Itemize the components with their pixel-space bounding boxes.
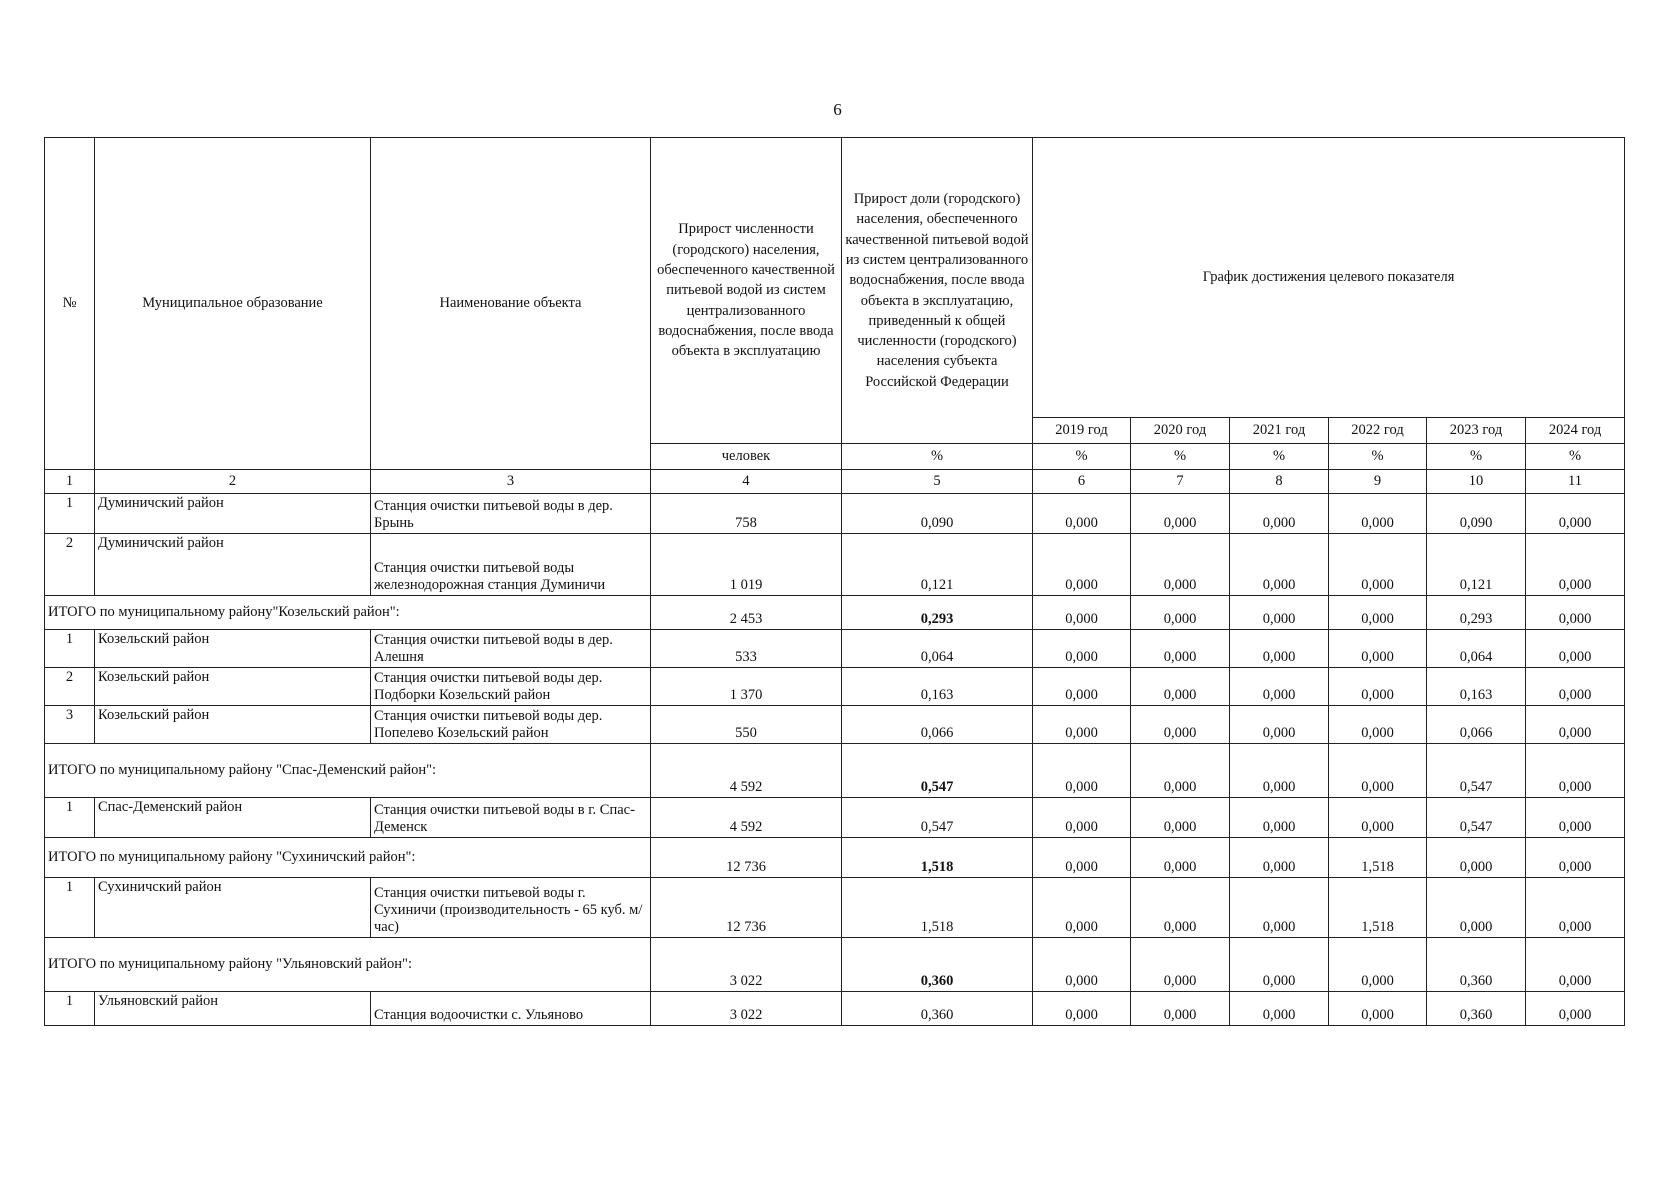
- row-number-cell: 2: [45, 534, 95, 596]
- object-name-cell: Станция водоочистки с. Ульяново: [371, 992, 651, 1026]
- year-value-cell: 0,000: [1230, 938, 1329, 992]
- year-value-cell: 1,518: [1329, 838, 1427, 878]
- population-growth-cell: 758: [651, 494, 842, 534]
- population-growth-cell: 1 370: [651, 668, 842, 706]
- year-value-cell: 0,547: [1427, 798, 1526, 838]
- municipality-cell: Козельский район: [95, 668, 371, 706]
- share-growth-cell: 0,064: [842, 630, 1033, 668]
- table-header: [45, 138, 1625, 494]
- table-row: [45, 706, 1625, 744]
- object-name-cell: Станция очистки питьевой воды г. Сухиничи (производительность - 65 куб. м/час): [371, 878, 651, 938]
- total-row: [45, 938, 1625, 992]
- year-value-cell: 0,000: [1526, 494, 1625, 534]
- column-number: 11: [1526, 470, 1625, 494]
- municipality-cell: Думиничский район: [95, 534, 371, 596]
- table-row: [45, 534, 1625, 596]
- municipality-cell: Думиничский район: [95, 494, 371, 534]
- population-growth-cell: 1 019: [651, 534, 842, 596]
- year-value-cell: 0,000: [1230, 992, 1329, 1026]
- share-growth-cell: 1,518: [842, 838, 1033, 878]
- table-row: [45, 878, 1625, 938]
- table-row: [45, 494, 1625, 534]
- year-value-cell: 0,000: [1230, 798, 1329, 838]
- year-value-cell: 0,000: [1230, 668, 1329, 706]
- municipality-cell: Ульяновский район: [95, 992, 371, 1026]
- population-growth-cell: 12 736: [651, 838, 842, 878]
- year-value-cell: 0,000: [1329, 596, 1427, 630]
- year-value-cell: 0,000: [1230, 878, 1329, 938]
- unit-percent: %: [1427, 444, 1526, 470]
- total-label: ИТОГО по муниципальному району "Сухиничский район":: [45, 838, 651, 878]
- year-value-cell: 0,000: [1230, 494, 1329, 534]
- unit-percent: %: [1230, 444, 1329, 470]
- table-row: [45, 630, 1625, 668]
- table-row: [45, 798, 1625, 838]
- year-value-cell: 0,066: [1427, 706, 1526, 744]
- year-value-cell: 0,000: [1230, 630, 1329, 668]
- year-value-cell: 0,000: [1427, 878, 1526, 938]
- header-year: 2023 год: [1427, 418, 1526, 444]
- year-value-cell: 0,360: [1427, 992, 1526, 1026]
- share-growth-cell: 0,090: [842, 494, 1033, 534]
- year-value-cell: 0,293: [1427, 596, 1526, 630]
- year-value-cell: 0,000: [1131, 668, 1230, 706]
- year-value-cell: 0,000: [1526, 744, 1625, 798]
- year-value-cell: 0,000: [1526, 668, 1625, 706]
- object-name-cell: Станция очистки питьевой воды в дер. Брынь: [371, 494, 651, 534]
- year-value-cell: 0,000: [1033, 838, 1131, 878]
- share-growth-cell: 0,293: [842, 596, 1033, 630]
- header-year: 2022 год: [1329, 418, 1427, 444]
- share-growth-cell: 0,547: [842, 798, 1033, 838]
- object-name-cell: Станция очистки питьевой воды в г. Спас-Деменск: [371, 798, 651, 838]
- object-name-cell: Станция очистки питьевой воды железнодорожная станция Думиничи: [371, 534, 651, 596]
- share-growth-cell: 0,360: [842, 992, 1033, 1026]
- year-value-cell: 0,000: [1033, 992, 1131, 1026]
- total-row: [45, 838, 1625, 878]
- year-value-cell: 0,000: [1131, 534, 1230, 596]
- year-value-cell: 1,518: [1329, 878, 1427, 938]
- population-growth-cell: 550: [651, 706, 842, 744]
- column-number-row: [45, 470, 1625, 494]
- object-name-cell: Станция очистки питьевой воды дер. Попелево Козельский район: [371, 706, 651, 744]
- share-growth-cell: 0,121: [842, 534, 1033, 596]
- row-number-cell: 1: [45, 992, 95, 1026]
- year-value-cell: 0,000: [1329, 798, 1427, 838]
- unit-people: человек: [651, 444, 842, 470]
- year-value-cell: 0,163: [1427, 668, 1526, 706]
- year-value-cell: 0,000: [1131, 878, 1230, 938]
- municipality-cell: Козельский район: [95, 706, 371, 744]
- page-number: 6: [833, 100, 842, 119]
- share-growth-cell: 1,518: [842, 878, 1033, 938]
- year-value-cell: 0,000: [1329, 668, 1427, 706]
- share-growth-cell: 0,360: [842, 938, 1033, 992]
- year-value-cell: 0,000: [1131, 744, 1230, 798]
- column-number: 6: [1033, 470, 1131, 494]
- table-body: [45, 494, 1625, 1026]
- year-value-cell: 0,000: [1329, 992, 1427, 1026]
- year-value-cell: 0,000: [1526, 878, 1625, 938]
- row-number-cell: 1: [45, 494, 95, 534]
- row-number-cell: 3: [45, 706, 95, 744]
- year-value-cell: 0,000: [1033, 798, 1131, 838]
- year-value-cell: 0,000: [1329, 534, 1427, 596]
- column-number: 3: [371, 470, 651, 494]
- year-value-cell: 0,000: [1329, 938, 1427, 992]
- year-value-cell: 0,090: [1427, 494, 1526, 534]
- population-growth-cell: 4 592: [651, 744, 842, 798]
- year-value-cell: 0,360: [1427, 938, 1526, 992]
- column-number: 7: [1131, 470, 1230, 494]
- unit-percent: %: [1329, 444, 1427, 470]
- header-object: Наименование объекта: [371, 138, 651, 470]
- year-value-cell: 0,000: [1230, 838, 1329, 878]
- row-number-cell: 1: [45, 878, 95, 938]
- column-number: 8: [1230, 470, 1329, 494]
- municipality-cell: Сухиничский район: [95, 878, 371, 938]
- object-name-cell: Станция очистки питьевой воды дер. Подборки Козельский район: [371, 668, 651, 706]
- column-number: 2: [95, 470, 371, 494]
- total-label: ИТОГО по муниципальному району "Спас-Деменский район":: [45, 744, 651, 798]
- unit-percent: %: [1033, 444, 1131, 470]
- year-value-cell: 0,000: [1033, 668, 1131, 706]
- year-value-cell: 0,000: [1033, 596, 1131, 630]
- year-value-cell: 0,064: [1427, 630, 1526, 668]
- year-value-cell: 0,000: [1131, 798, 1230, 838]
- year-value-cell: 0,000: [1329, 744, 1427, 798]
- year-value-cell: 0,000: [1033, 534, 1131, 596]
- year-value-cell: 0,000: [1329, 630, 1427, 668]
- year-value-cell: 0,000: [1131, 992, 1230, 1026]
- header-population-growth: Прирост численности (городского) населения, обеспеченного качественной питьевой водой из систем централизованного водоснабжения, после ввода объекта в эксплуатацию: [651, 138, 842, 444]
- year-value-cell: 0,000: [1033, 878, 1131, 938]
- header-year: 2020 год: [1131, 418, 1230, 444]
- year-value-cell: 0,000: [1526, 798, 1625, 838]
- table-row: [45, 668, 1625, 706]
- column-number: 9: [1329, 470, 1427, 494]
- header-schedule: График достижения целевого показателя: [1033, 138, 1625, 418]
- year-value-cell: 0,000: [1033, 938, 1131, 992]
- share-growth-cell: 0,547: [842, 744, 1033, 798]
- year-value-cell: 0,000: [1526, 838, 1625, 878]
- header-no: №: [45, 138, 95, 470]
- column-number: 10: [1427, 470, 1526, 494]
- year-value-cell: 0,000: [1526, 992, 1625, 1026]
- year-value-cell: 0,000: [1033, 494, 1131, 534]
- year-value-cell: 0,000: [1033, 706, 1131, 744]
- year-value-cell: 0,000: [1131, 706, 1230, 744]
- column-number: 5: [842, 470, 1033, 494]
- total-row: [45, 596, 1625, 630]
- total-label: ИТОГО по муниципальному району "Ульяновский район":: [45, 938, 651, 992]
- year-value-cell: 0,000: [1329, 706, 1427, 744]
- year-value-cell: 0,547: [1427, 744, 1526, 798]
- population-growth-cell: 533: [651, 630, 842, 668]
- population-growth-cell: 4 592: [651, 798, 842, 838]
- row-number-cell: 1: [45, 798, 95, 838]
- header-year: 2019 год: [1033, 418, 1131, 444]
- municipality-cell: Спас-Деменский район: [95, 798, 371, 838]
- column-number: 1: [45, 470, 95, 494]
- column-number: 4: [651, 470, 842, 494]
- target-indicator-table: [44, 137, 1625, 1026]
- year-value-cell: 0,000: [1131, 494, 1230, 534]
- year-value-cell: 0,000: [1230, 596, 1329, 630]
- year-value-cell: 0,000: [1526, 630, 1625, 668]
- row-number-cell: 2: [45, 668, 95, 706]
- year-value-cell: 0,000: [1230, 744, 1329, 798]
- year-value-cell: 0,000: [1033, 630, 1131, 668]
- year-value-cell: 0,000: [1131, 938, 1230, 992]
- population-growth-cell: 3 022: [651, 992, 842, 1026]
- year-value-cell: 0,000: [1131, 838, 1230, 878]
- year-value-cell: 0,000: [1230, 534, 1329, 596]
- share-growth-cell: 0,066: [842, 706, 1033, 744]
- header-year: 2021 год: [1230, 418, 1329, 444]
- total-row: [45, 744, 1625, 798]
- year-value-cell: 0,000: [1230, 706, 1329, 744]
- unit-percent: %: [842, 444, 1033, 470]
- year-value-cell: 0,000: [1131, 630, 1230, 668]
- year-value-cell: 0,000: [1329, 494, 1427, 534]
- object-name-cell: Станция очистки питьевой воды в дер. Алешня: [371, 630, 651, 668]
- municipality-cell: Козельский район: [95, 630, 371, 668]
- year-value-cell: 0,000: [1033, 744, 1131, 798]
- table-row: [45, 992, 1625, 1026]
- year-value-cell: 0,000: [1526, 706, 1625, 744]
- year-value-cell: 0,000: [1131, 596, 1230, 630]
- population-growth-cell: 12 736: [651, 878, 842, 938]
- row-number-cell: 1: [45, 630, 95, 668]
- unit-percent: %: [1526, 444, 1625, 470]
- year-value-cell: 0,121: [1427, 534, 1526, 596]
- total-label: ИТОГО по муниципальному району"Козельский район":: [45, 596, 651, 630]
- header-year: 2024 год: [1526, 418, 1625, 444]
- year-value-cell: 0,000: [1526, 534, 1625, 596]
- population-growth-cell: 3 022: [651, 938, 842, 992]
- unit-percent: %: [1131, 444, 1230, 470]
- header-municipality: Муниципальное образование: [95, 138, 371, 470]
- year-value-cell: 0,000: [1526, 938, 1625, 992]
- header-share-growth: Прирост доли (городского) населения, обеспеченного качественной питьевой водой из систем централизованного водоснабжения, после ввода объекта в эксплуатацию, приведенный к общей численности (городского) населения субъекта Российской Федерации: [842, 138, 1033, 444]
- year-value-cell: 0,000: [1427, 838, 1526, 878]
- population-growth-cell: 2 453: [651, 596, 842, 630]
- share-growth-cell: 0,163: [842, 668, 1033, 706]
- year-value-cell: 0,000: [1526, 596, 1625, 630]
